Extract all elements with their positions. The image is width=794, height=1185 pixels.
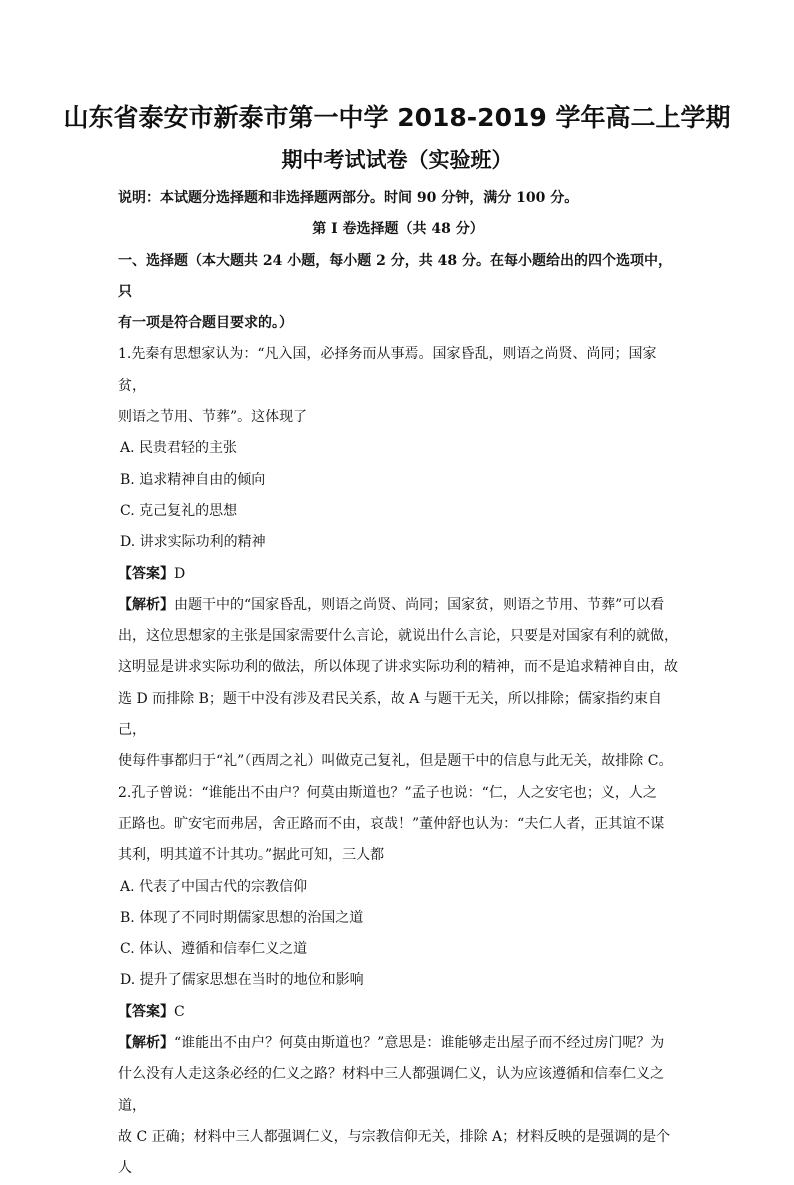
analysis-line: 使每件事都归于“礼”（西周之礼）叫做克己复礼，但是题干中的信息与此无关，故排除 C。 (118, 753, 673, 770)
analysis-text: “谁能出不由户？何莫由斯道也？”意思是：谁能够走出屋子而不经过房门呢？为 (174, 1035, 665, 1052)
section-title: 第 I 卷选择题（共 48 分） (312, 221, 484, 238)
analysis-line: 出，这位思想家的主张是国家需要什么言论，就说出什么言论，只要是对国家有利的就做， (118, 628, 678, 645)
exam-content (118, 183, 678, 1185)
option-b: B. 体现了不同时期儒家思想的治国之道 (120, 909, 364, 926)
answer-line (118, 997, 678, 1028)
analysis-line (118, 590, 678, 621)
option-c: C. 克己复礼的思想 (120, 502, 238, 519)
part-heading-line: 一、选择题（本大题共 24 小题，每小题 2 分，共 48 分。在每小题给出的四个选项中，只 (118, 252, 672, 300)
question-stem-line: 其利，明其道不计其功。”据此可知，三人都 (118, 847, 385, 864)
option-a: A. 代表了中国古代的宗教信仰 (120, 878, 308, 895)
question-stem-line: 2.孔子曾说：“谁能出不由户？何莫由斯道也？”孟子也说：“仁，人之安宅也；义，人之 (118, 784, 657, 801)
analysis-line: 什么没有人走这条必经的仁义之路？材料中三人都强调仁义，认为应该遵循和信奉仁义之道， (118, 1066, 664, 1114)
analysis-label: 【解析】 (118, 596, 174, 613)
question-stem-line: 正路也。旷安宅而弗居，舍正路而不由，哀哉！”董仲舒也认为：“夫仁人者，正其谊不谋 (118, 815, 665, 832)
analysis-line: 这明显是讲求实际功利的做法，所以体现了讲求实际功利的精神，而不是追求精神自由，故 (118, 659, 678, 676)
question-stem-line: 1.先秦有思想家认为：“凡入国，必择务而从事焉。国家昏乱，则语之尚贤、尚同；国家贫， (118, 346, 657, 394)
answer-line (118, 559, 678, 590)
exam-note: 说明：本试题分选择题和非选择题两部分。时间 90 分钟，满分 100 分。 (118, 190, 579, 206)
analysis-line: 故 C 正确；材料中三人都强调仁义，与宗教信仰无关，排除 A；材料反映的是强调的是个人 (118, 1128, 671, 1177)
exam-subtitle: 期中考试试卷（实验班） (281, 148, 513, 172)
option-c: C. 体认、遵循和信奉仁义之道 (120, 941, 308, 958)
analysis-line (118, 1028, 678, 1059)
analysis-text: 由题干中的“国家昏乱，则语之尚贤、尚同；国家贫，则语之节用、节葬”可以看 (174, 596, 665, 613)
answer-label: 【答案】 (118, 1003, 174, 1020)
question-1 (118, 339, 678, 777)
option-d: D. 提升了儒家思想在当时的地位和影响 (120, 972, 364, 989)
question-2 (118, 778, 678, 1185)
answer-label: 【答案】 (118, 565, 174, 582)
analysis-label: 【解析】 (118, 1035, 174, 1052)
part-heading-line: 有一项是符合题目要求的。） (118, 315, 293, 332)
option-b: B. 追求精神自由的倾向 (120, 471, 266, 488)
option-d: D. 讲求实际功利的精神 (120, 534, 266, 551)
question-stem-line: 则语之节用、节葬”。这体现了 (118, 409, 308, 426)
exam-title: 山东省泰安市新泰市第一中学 2018-2019 学年高二上学期 (63, 103, 731, 132)
option-a: A. 民贵君轻的主张 (120, 440, 238, 457)
analysis-line: 选 D 而排除 B；题干中没有涉及君民关系，故 A 与题干无关，所以排除；儒家指约束自己， (118, 690, 662, 739)
answer-value: D (174, 565, 186, 582)
answer-value: C (174, 1003, 185, 1020)
